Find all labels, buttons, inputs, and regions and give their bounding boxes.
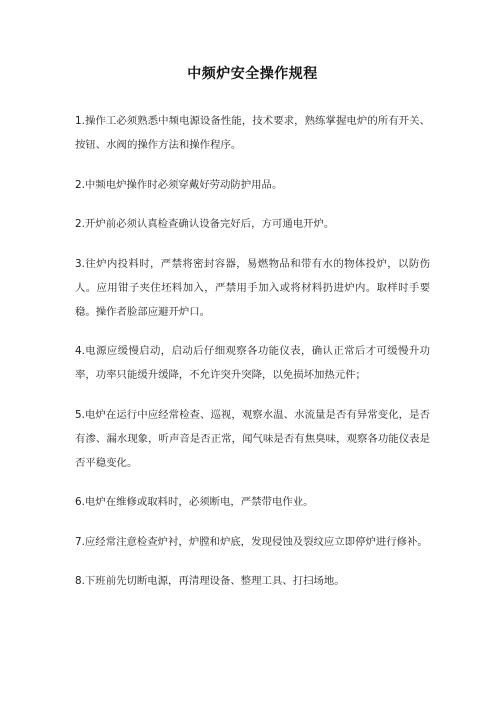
document-title: 中频炉安全操作规程 — [187, 66, 318, 82]
rule-paragraph-1: 1.操作工必须熟悉中频电源设备性能，技术要求，熟练掌握电炉的所有开关、按钮、水阀的操作方法和操作程序。 — [75, 115, 430, 151]
rule-paragraph-5: 4.电源应缓慢启动，启动后仔细观察各功能仪表，确认正常后才可缓慢升功率，功率只能缓升缓降，不允许突升突降，以免损坏加热元件； — [75, 345, 430, 381]
rule-paragraph-3: 2.开炉前必须认真检查确认设备完好后，方可通电开炉。 — [75, 218, 335, 230]
rule-paragraph-8: 7.应经常注意检查炉衬，炉膛和炉底，发现侵蚀及裂纹应立即停炉进行修补。 — [75, 535, 428, 548]
rules-list — [75, 109, 430, 593]
rule-paragraph-2: 2.中频电炉操作时必须穿戴好劳动防护用品。 — [75, 178, 283, 191]
rule-paragraph-6: 5.电炉在运行中应经常检查、巡视，观察水温、水流量是否有异常变化，是否有渗、漏水现象，听声音是否正常，闻气味是否有焦臭味，观察各功能仪表是否平稳变化。 — [75, 408, 430, 469]
rule-paragraph-9: 8.下班前先切断电源，再清理设备、整理工具、打扫场地。 — [75, 575, 345, 587]
rule-paragraph-7: 6.电炉在维修或取料时，必须断电，严禁带电作业。 — [75, 496, 314, 508]
rule-paragraph-4: 3.往炉内投料时，严禁将密封容器，易燃物品和带有水的物体投炉，以防伤人。应用钳子夹住坯料加入，严禁用手加入或将材料扔进炉内。取样时手要稳。操作者脸部应避开炉口。 — [75, 257, 430, 318]
